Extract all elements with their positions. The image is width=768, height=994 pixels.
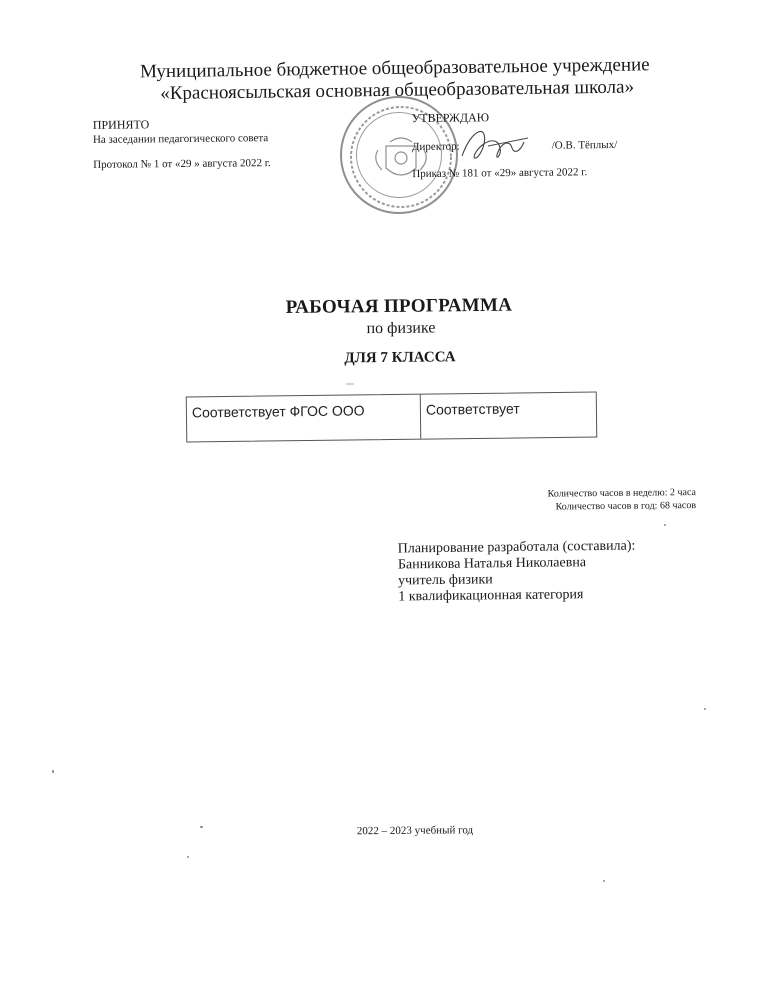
school-name-line2: «Красноясыльская основная общеобразовательная школа» bbox=[160, 76, 635, 105]
scan-speck bbox=[187, 856, 189, 858]
scan-speck bbox=[200, 826, 203, 828]
hours-block bbox=[512, 486, 696, 514]
academic-year: 2022 – 2023 учебный год bbox=[356, 824, 474, 838]
scan-speck bbox=[603, 880, 605, 882]
compliance-table bbox=[186, 391, 598, 442]
hours-per-year: Количество часов в год: 68 часов bbox=[555, 500, 697, 513]
author-category: 1 квалификационная категория bbox=[398, 587, 584, 605]
hours-per-week: Количество часов в неделю: 2 часа bbox=[547, 487, 696, 500]
school-name-line1: Муниципальное бюджетное общеобразовательное учреждение bbox=[139, 54, 650, 83]
scan-speck bbox=[704, 708, 706, 710]
program-title: РАБОЧАЯ ПРОГРАММА bbox=[285, 294, 513, 319]
approval-order: Приказ № 181 от «29» августа 2022 г. bbox=[412, 166, 588, 181]
accepted-protocol: Протокол № 1 от «29 » августа 2022 г. bbox=[93, 157, 271, 171]
director-name: /О.В. Тёплых/ bbox=[551, 138, 618, 152]
program-grade: ДЛЯ 7 КЛАССА bbox=[344, 349, 456, 367]
scan-speck bbox=[664, 524, 666, 526]
accepted-title: ПРИНЯТО bbox=[92, 117, 150, 132]
author-block bbox=[398, 539, 636, 606]
accepted-block bbox=[93, 116, 271, 173]
director-label: Директор: bbox=[411, 140, 460, 154]
accepted-council: На заседании педагогического совета bbox=[92, 132, 269, 146]
approved-block bbox=[412, 109, 618, 182]
compliance-label: Соответствует ФГОС ООО bbox=[187, 395, 422, 442]
author-name: Банникова Наталья Николаевна bbox=[397, 555, 587, 573]
scan-speck bbox=[346, 383, 354, 385]
program-subject: по физике bbox=[366, 319, 436, 338]
author-heading: Планирование разработала (составила): bbox=[397, 538, 636, 557]
approved-title: УТВЕРЖДАЮ bbox=[411, 110, 490, 126]
compliance-value: Соответствует bbox=[425, 400, 520, 418]
author-position: учитель физики bbox=[398, 572, 493, 589]
scan-speck bbox=[52, 770, 54, 773]
